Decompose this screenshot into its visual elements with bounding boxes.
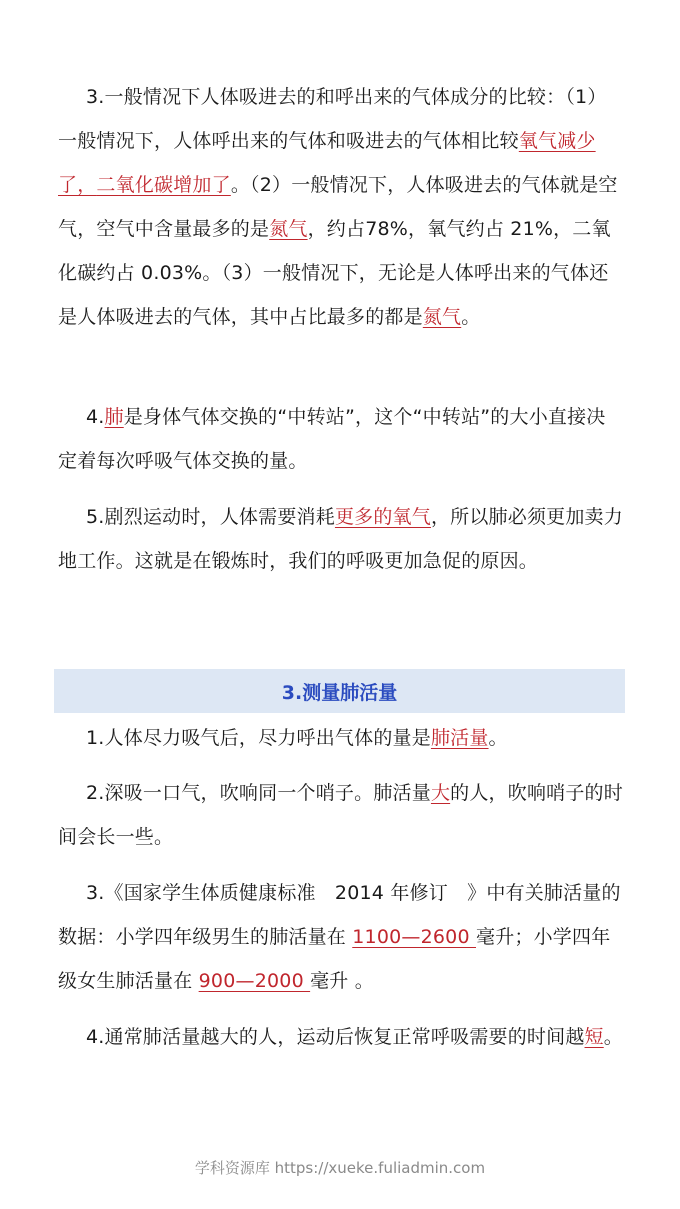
text: 。（2）一般情况下，人体吸进去的气体就是空气，空气中含量最多的是 <box>58 174 618 240</box>
text: 4. <box>86 406 105 428</box>
answer-vital-capacity: 肺活量 <box>430 727 489 749</box>
section-title: 3.测量肺活量 <box>281 681 398 704</box>
paragraph-national-standard <box>58 871 624 1003</box>
paragraph-gas-comparison <box>58 75 624 339</box>
paragraph-whistle <box>58 771 624 859</box>
text: ，所以肺必须更加卖力地工作。这就是在锻炼时，我们的呼吸更加急促的原因。 <box>58 506 623 572</box>
answer-boys-range: 1100—2600 <box>352 926 476 948</box>
text: 是身体气体交换的“中转站”，这个“中转站”的大小直接决定着每次呼吸气体交换的量。 <box>58 406 606 472</box>
answer-girls-range: 900—2000 <box>198 970 311 992</box>
text: 。 <box>488 727 508 749</box>
answer-lung: 肺 <box>104 406 124 428</box>
answer-oxygen-decreased: 氧气减少了， <box>58 130 596 196</box>
answer-nitrogen-1: 氮气 <box>269 218 308 240</box>
text: 1.人体尽力吸气后，尽力呼出气体的量是 <box>86 727 431 749</box>
paragraph-recovery-time <box>58 1015 624 1059</box>
answer-short: 短 <box>584 1026 604 1048</box>
paragraph-lung-transfer-station <box>58 395 624 483</box>
footer-source: 学科资源库 https://xueke.fuliadmin.com <box>194 1159 486 1177</box>
text: ，约占78%，氧气约占 21%，二氧化碳约占 0.03%。（3）一般情况下，无论是人体呼出来的气体还是人体吸进去的气体，其中占比最多的都是 <box>58 218 611 328</box>
text: 毫升 。 <box>310 970 374 992</box>
answer-large: 大 <box>430 782 451 804</box>
paragraph-vital-capacity-definition <box>58 716 624 760</box>
text: 5.剧烈运动时，人体需要消耗 <box>86 506 335 528</box>
text: 3.一般情况下人体吸进去的和呼出来的气体成分的比较：（1）一般情况下，人体呼出来的气体和吸进去的气体相比较 <box>58 86 607 152</box>
paragraph-exercise-oxygen <box>58 495 624 583</box>
text: 毫升；小学四年级女生肺活量在 <box>58 926 611 992</box>
text: 2.深吸一口气，吹响同一个哨子。肺活量 <box>86 782 431 804</box>
text: 。 <box>603 1026 623 1048</box>
answer-nitrogen-2: 氮气 <box>422 306 462 328</box>
text: 3.《国家学生体质健康标准 2014 年修订 》中有关肺活量的数据：小学四年级男生的肺活量在 <box>58 882 621 948</box>
text: 4.通常肺活量越大的人，运动后恢复正常呼吸需要的时间越 <box>86 1026 585 1048</box>
answer-co2-increased: 二氧化碳增加了 <box>96 174 231 196</box>
text: 。 <box>461 306 481 328</box>
text: 的人，吹响哨子的时间会长一些。 <box>58 782 623 848</box>
answer-more-oxygen: 更多的氧气 <box>334 506 431 528</box>
section-header <box>54 669 625 713</box>
